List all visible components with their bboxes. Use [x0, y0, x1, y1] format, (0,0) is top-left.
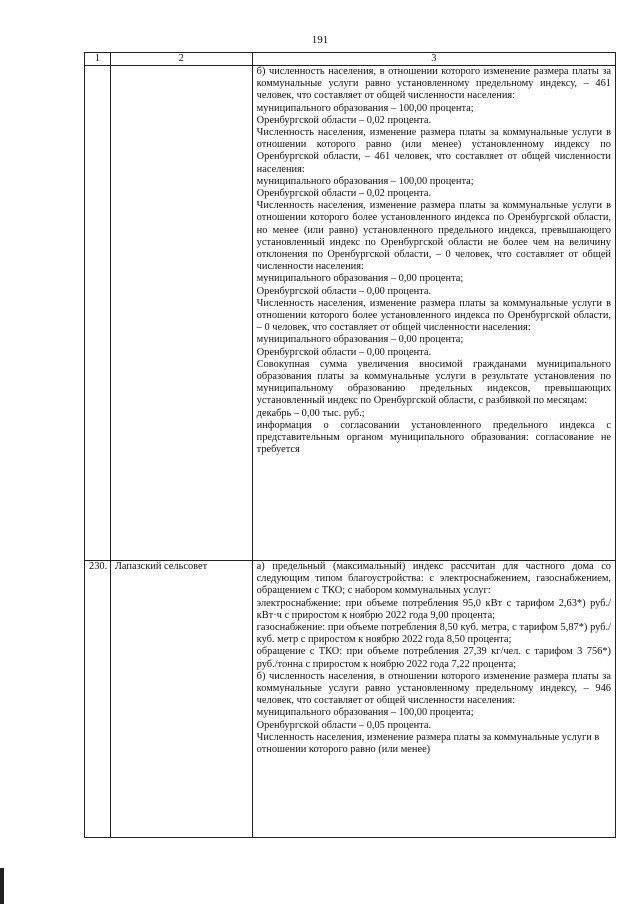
- text-line: информация о согласовании установленного предельного индекса с представительным органом муниципального образования: согласование не требуется: [256, 419, 611, 456]
- row-content-cell: [252, 66, 615, 561]
- table-header-row: [85, 53, 616, 66]
- text-line: Оренбургской области – 0,02 процента.: [256, 188, 432, 200]
- text-line: б) численность населения, в отношении которого изменение размера платы за коммунальные услуги равно установленному предельному индексу, – 946 человек, что составляет от общей численности населения:: [256, 670, 611, 707]
- text-line: б) численность населения, в отношении которого изменение размера платы за коммунальные услуги равно установленному предельному индексу, – 461 человек, что составляет от общей численности населения:: [256, 66, 611, 102]
- text-line: Совокупная сумма увеличения вносимой гражданами муниципального образования платы за коммунальные услуги в результате установления по муниципальному образованию предельных индексов, превышающих установленный индекс по Оренбургской области, с разбивкой по месяцам:: [256, 358, 611, 407]
- text-line: обращение с ТКО: при объеме потребления 27,39 кг/чел. с тарифом 3 756*) руб./тонна с приростом к ноябрю 2022 года 7,22 процента;: [256, 646, 611, 670]
- page-number: 191: [311, 34, 329, 46]
- text-line: газоснабжение: при объеме потребления 8,50 куб. метра, с тарифом 5,87*) руб./куб. метр с приростом к ноябрю 2022 года 8,50 процента;: [256, 622, 611, 646]
- row-number-cell: [85, 66, 111, 561]
- table-row-continuation: [85, 66, 616, 561]
- row-name-cell: [110, 66, 252, 561]
- text-line: Численность населения, изменение размера платы за коммунальные услуги в отношении которого более установленного индекса по Оренбургской области, – 0 человек, что составляет от общей численности населения:: [256, 297, 611, 334]
- text-line: Численность населения, изменение размера платы за коммунальные услуги в отношении которого более установленного индекса по Оренбургской области, но менее (или равно) установленного предельного индекса, превышающего установленный индекс по Оренбургской области не более чем на величину отклонения по Оренбургской области, – 0 человек, что составляет от общей численности населения:: [256, 200, 611, 273]
- text-line: Оренбургской области – 0,00 процента.: [256, 285, 432, 297]
- row-number-cell: 230.: [85, 561, 111, 838]
- text-line: муниципального образования – 100,00 процента;: [256, 102, 474, 114]
- scan-edge-mark: [0, 868, 4, 904]
- index-table: [84, 52, 616, 838]
- text-line: декабрь – 0,00 тыс. руб.;: [256, 407, 365, 419]
- text-line: Численность населения, изменение размера платы за коммунальные услуги в отношении которого равно (или менее): [256, 731, 600, 756]
- header-col-1: 1: [85, 53, 111, 66]
- text-line: Численность населения, изменение размера платы за коммунальные услуги в отношении которого равно (или менее) установленному индексу по Оренбургской области, – 461 человек, что составляет от общей численности населения:: [256, 127, 611, 175]
- text-line: муниципального образования – 0,00 процента;: [256, 273, 464, 285]
- text-line: Оренбургской области – 0,00 процента.: [256, 346, 432, 358]
- text-line: муниципального образования – 100,00 процента;: [256, 707, 474, 719]
- text-line: муниципального образования – 100,00 процента;: [256, 175, 474, 187]
- text-line: а) предельный (максимальный) индекс рассчитан для частного дома со следующим типом благоустройства: с электроснабжением, газоснабжением, обращением с ТКО; с набором коммунальных услуг:: [256, 561, 611, 597]
- row-content-cell: [252, 561, 615, 838]
- text-line: Оренбургской области – 0,02 процента.: [256, 114, 432, 126]
- text-line: Оренбургской области – 0,05 процента.: [256, 719, 432, 731]
- header-col-3: 3: [252, 53, 615, 66]
- table-row-lapazsky: [85, 561, 616, 838]
- header-col-2: 2: [110, 53, 252, 66]
- text-line: муниципального образования – 0,00 процента;: [256, 334, 464, 346]
- text-line: электроснабжение: при объеме потребления 95,0 кВт с тарифом 2,63*) руб./кВт·ч с приростом к ноябрю 2022 года 9,00 процента;: [256, 597, 611, 621]
- row-name-cell: Лапазский сельсовет: [110, 561, 252, 838]
